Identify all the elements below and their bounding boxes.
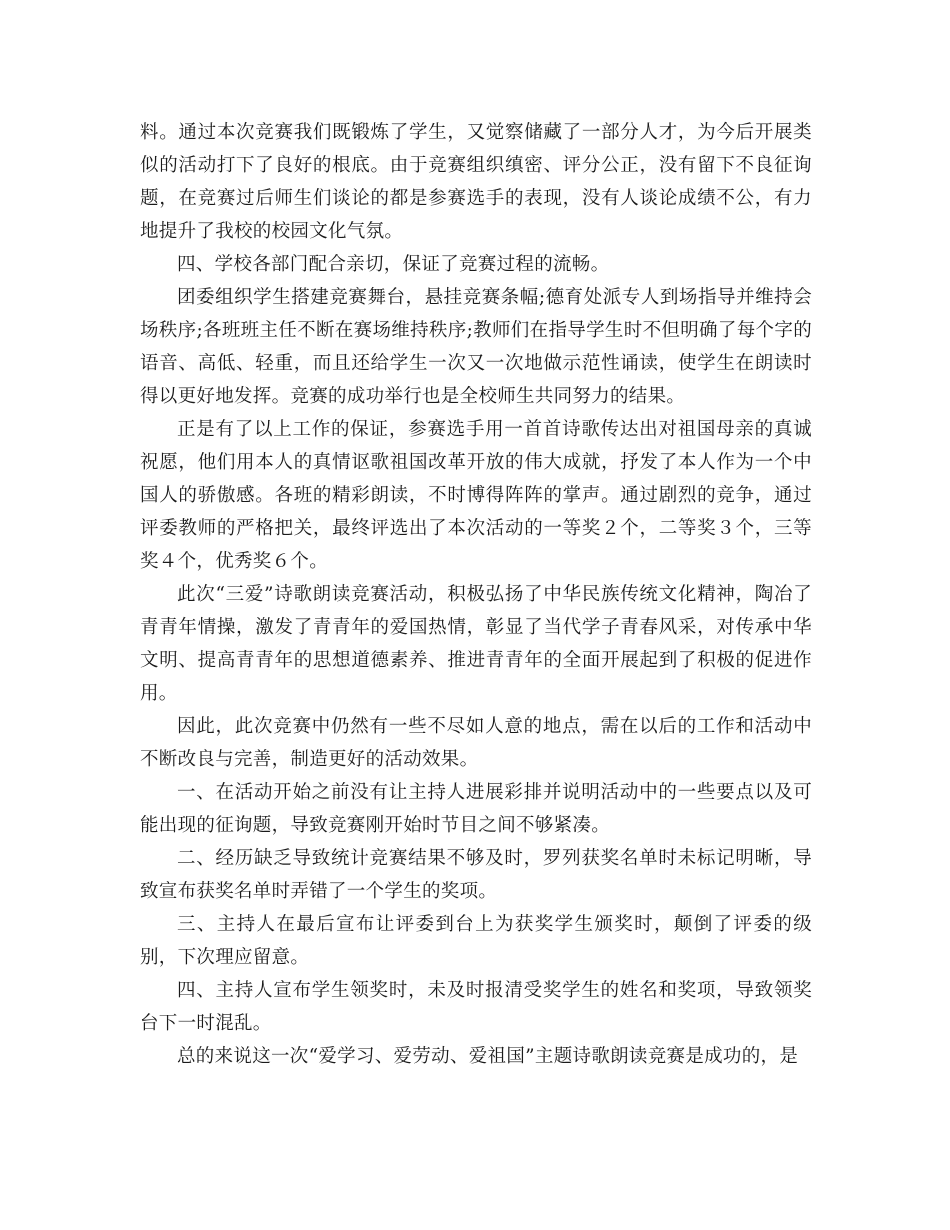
paragraph-conclusion: 总的来说这一次“爱学习、爱劳动、爱祖国”主题诗歌朗读竞赛是成功的，是 bbox=[177, 1046, 799, 1067]
paragraph-departments: 团委组织学生搭建竞赛舞台，悬挂竞赛条幅;德育处派专人到场指导并维持会场秩序;各班班主任不断在赛场维持秩序;教师们在指导学生时不但明确了每个字的语音、高低、轻重，而且还给学生一次又一次地做示范性诵读，使学生在朗读时得以更好地发挥。竞赛的成功举行也是全校师生共同努力的结果。 bbox=[140, 287, 812, 407]
paragraph-shortcoming-one: 一、在活动开始之前没有让主持人进展彩排并说明活动中的一些要点以及可能出现的征询题，导致竞赛刚开始时节目之间不够紧凑。 bbox=[140, 782, 812, 836]
paragraph-shortcomings-intro: 因此，此次竞赛中仍然有一些不尽如人意的地点，需在以后的工作和活动中不断改良与完善，制造更好的活动效果。 bbox=[140, 716, 812, 770]
paragraph-results: 正是有了以上工作的保证，参赛选手用一首首诗歌传达出对祖国母亲的真诚祝愿，他们用本人的真情讴歌祖国改革开放的伟大成就，抒发了本人作为一个中国人的骄傲感。各班的精彩朗读，不时博得阵阵的掌声。通过剧烈的竞争，通过评委教师的严格把关，最终评选出了本次活动的一等奖２个，二等奖３个，三等奖４个，优秀奖６个。 bbox=[140, 419, 812, 572]
paragraph-heading-four: 四、学校各部门配合亲切，保证了竞赛过程的流畅。 bbox=[177, 254, 610, 275]
paragraph-shortcoming-three: 三、主持人在最后宣布让评委到台上为获奖学生颁奖时，颠倒了评委的级别，下次理应留意。 bbox=[140, 914, 812, 968]
paragraph-significance: 此次“三爱”诗歌朗读竞赛活动，积极弘扬了中华民族传统文化精神，陶冶了青青年情操，激发了青青年的爱国热情，彰显了当代学子青春风采，对传承中华文明、提高青青年的思想道德素养、推进青青年的全面开展起到了积极的促进作用。 bbox=[140, 584, 812, 704]
paragraph-shortcoming-four: 四、主持人宣布学生领奖时，未及时报清受奖学生的姓名和奖项，导致领奖台下一时混乱。 bbox=[140, 980, 812, 1034]
paragraph-continuation: 料。通过本次竞赛我们既锻炼了学生，又觉察储藏了一部分人才，为今后开展类似的活动打下了良好的根底。由于竞赛组织缜密、评分公正，没有留下不良征询题，在竞赛过后师生们谈论的都是参赛选手的表现，没有人谈论成绩不公，有力地提升了我校的校园文化气氛。 bbox=[140, 122, 812, 242]
paragraph-shortcoming-two: 二、经历缺乏导致统计竞赛结果不够及时，罗列获奖名单时未标记明晰，导致宣布获奖名单时弄错了一个学生的奖项。 bbox=[140, 848, 812, 902]
document-body bbox=[140, 116, 812, 1073]
